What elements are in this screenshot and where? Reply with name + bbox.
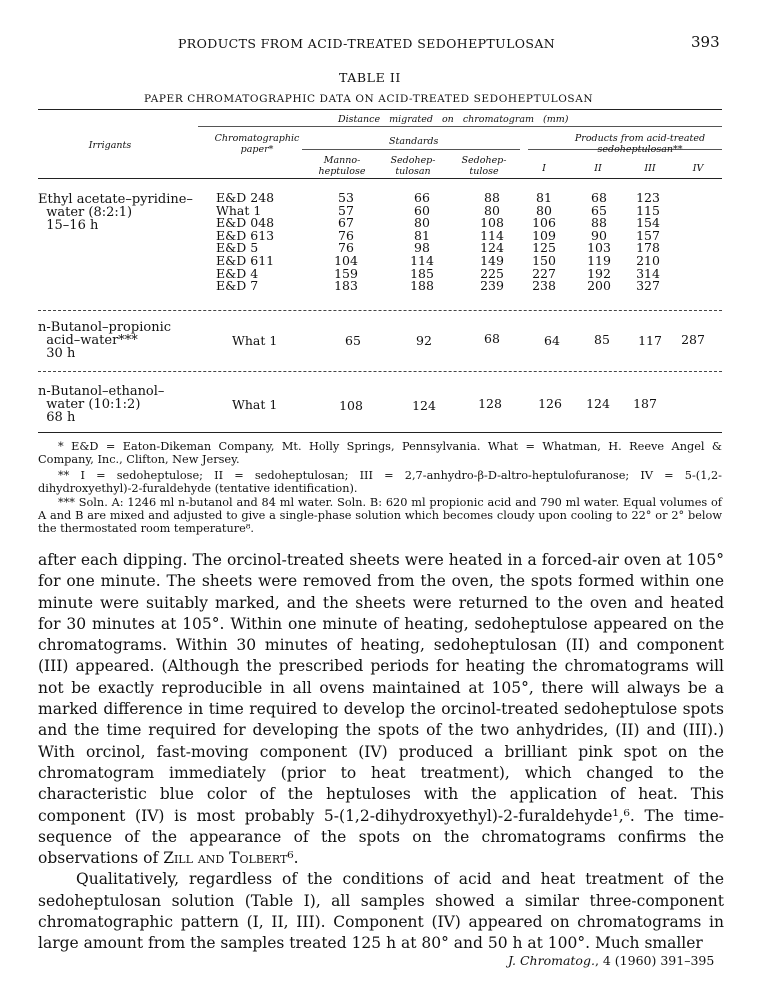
product-III-values: 123 115 154 157 178 210 314 327 (636, 190, 660, 294)
standards-underline (302, 149, 520, 150)
sedoheptulosan-values: 124 (412, 398, 436, 413)
irrigant-cell: n-Butanol–ethanol– water (10:1:2) 68 h (38, 384, 165, 425)
paragraph-1-text: after each dipping. The orcinol-treated sheets were heated in a forced-air oven at 105° for one minute. The sheets were removed from the oven, the spots formed within one minute were suitably marked, and the sheets were returned to the oven and heated for 30 minutes at 105°. Within one minute of heating, sedoheptulose appeared on the chromatograms. Within 30 minutes of heating, sedoheptulosan (II) and component (III) appeared. (Although the prescribed periods for heating the chromatograms will not be exactly reproducible in all ovens maintained at 105°, there will always be a marked difference in time required to develop the orcinol-treated sedoheptulose spots and the time required for developing the spots of the two anhydrides, (II) and (III).) With orcinol, fast-moving component (IV) produced a brilliant pink spot on the chromatogram immediately (prior to heat treatment), which changed to the characteristic blue color of the heptuloses with the application of heat. This component (IV) is most probably 5-(1,2-dihydroxyethyl)-2-furaldehyde¹,⁶. The time-sequence of the appearance of the spots on the chromatograms confirms the observations of (38, 551, 724, 868)
body-paragraph-1 (38, 550, 724, 869)
group1-rule (38, 310, 722, 311)
col-mannoheptulose: Manno-heptulose (318, 155, 366, 177)
body-text (38, 550, 724, 955)
sedoheptulose-values: 128 (478, 396, 502, 411)
footnote-3: *** Soln. A: 1246 ml n-butanol and 84 ml water. Soln. B: 620 ml propionic acid and 790 ml water. Equal volumes of A and B are mixed and adjusted to give a single-phase solution which becomes cloudy upon cooling to 22° or 2° below the thermostated room temperature⁸. (38, 496, 722, 535)
sedoheptulosan-values: 92 (416, 333, 432, 348)
mannoheptulose-values: 53 57 67 76 76 104 159 183 (334, 190, 358, 294)
col-sedoheptulose: Sedohep-tulose (461, 155, 507, 177)
header-bottom-rule (38, 178, 722, 179)
running-title: PRODUCTS FROM ACID-TREATED SEDOHEPTULOSAN (178, 36, 556, 51)
col-product-I: I (542, 163, 546, 174)
sedoheptulose-values: 88 80 108 114 124 149 225 239 (480, 190, 504, 294)
col-irrigants: Irrigants (88, 140, 132, 151)
sedoheptulose-values: 68 (484, 331, 500, 346)
table-title: PAPER CHROMATOGRAPHIC DATA ON ACID-TREATED SEDOHEPTULOSAN (144, 93, 594, 105)
paper-cell: E&D 248 What 1 E&D 048 E&D 613 E&D 5 E&D 611 E&D 4 E&D 7 (216, 190, 275, 294)
journal-volume: , 4 (1960) 391–395 (594, 953, 715, 968)
col-sedoheptulosan: Sedohep-tulosan (390, 155, 436, 177)
footnote-2: ** I = sedoheptulose; II = sedoheptulosan; III = 2,7-anhydro-β-D-altro-heptulofuranose; IV = 5-(1,2-dihydroxyethyl)-2-furaldehyde (tentative identification). (38, 469, 722, 495)
col-product-IV: IV (692, 163, 704, 174)
cited-authors: Zill and Tolbert (163, 849, 288, 868)
irrigant-cell: n-Butanol–propionic acid–water*** 30 h (38, 320, 172, 361)
table-bottom-rule (38, 432, 722, 433)
citation-mark: ⁶. (287, 849, 299, 868)
product-IV-values: 287 (681, 332, 705, 347)
footnote-1: * E&D = Eaton-Dikeman Company, Mt. Holly Springs, Pennsylvania. What = Whatman, H. Reeve Angel & Company, Inc., Clifton, New Jersey. (38, 440, 722, 466)
body-paragraph-2: Qualitatively, regardless of the conditions of acid and heat treatment of the sedoheptulosan solution (Table I), all samples showed a similar three-component chromatographic pattern (I, II, III). Component (IV) appeared on chromatograms in large amount from the samples treated 125 h at 80° and 50 h at 100°. Much smaller (38, 870, 724, 953)
product-II-values: 85 (594, 332, 610, 347)
col-paper: Chromatographic paper* (214, 133, 300, 155)
product-I-values: 81 80 106 109 125 150 227 238 (532, 190, 556, 294)
product-I-values: 126 (538, 396, 562, 411)
table-caption: TABLE II (339, 70, 401, 85)
mannoheptulose-values: 65 (345, 333, 361, 348)
col-product-II: II (594, 163, 602, 174)
col-products: Products from acid-treated sedoheptulosan** (574, 133, 706, 155)
product-II-values: 68 65 88 90 103 119 192 200 (587, 190, 611, 294)
product-II-values: 124 (586, 396, 610, 411)
product-III-values: 187 (633, 396, 657, 411)
col-standards: Standards (389, 136, 439, 147)
journal-name: J. Chromatog. (508, 953, 595, 968)
product-I-values: 64 (544, 333, 560, 348)
col-product-III: III (644, 163, 656, 174)
page-number: 393 (691, 33, 720, 51)
distance-underline (198, 126, 722, 127)
mannoheptulose-values: 108 (339, 398, 363, 413)
journal-citation (508, 953, 714, 968)
irrigant-cell: Ethyl acetate–pyridine– water (8:2:1) 15–16 h (38, 192, 193, 233)
table-top-rule (38, 109, 722, 110)
group2-rule (38, 371, 722, 372)
paper-cell: What 1 (232, 397, 278, 412)
sedoheptulosan-values: 66 60 80 81 98 114 185 188 (410, 190, 434, 294)
paper-cell: What 1 (232, 333, 278, 348)
col-distance: Distance migrated on chromatogram (mm) (338, 114, 569, 125)
product-III-values: 117 (638, 333, 662, 348)
